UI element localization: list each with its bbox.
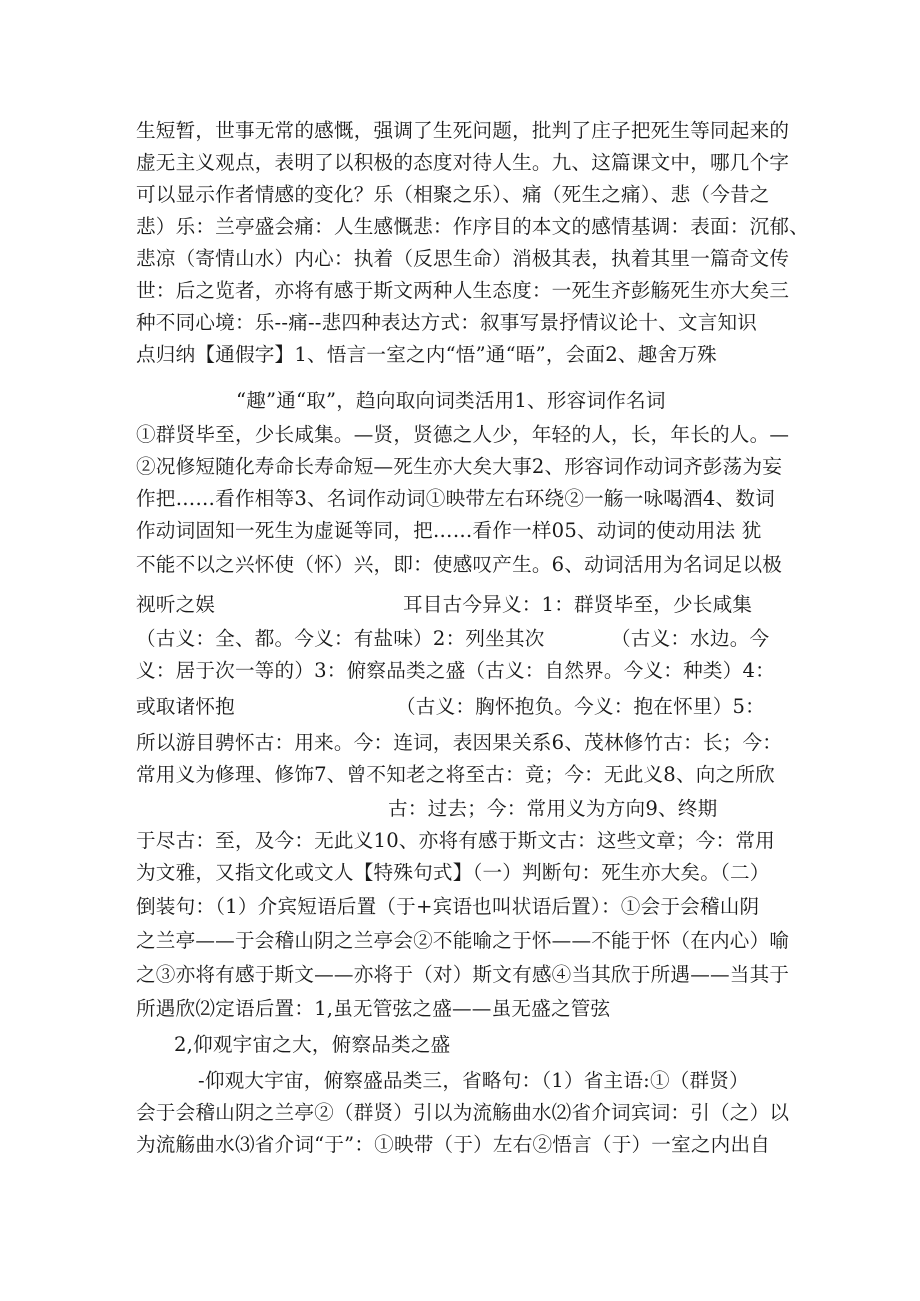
text-line: ②况修短随化寿命长寿命短—死生亦大矣大事2、形容词作动词齐彭荡为妄 — [136, 455, 783, 478]
text-line: 之③亦将有感于斯文——亦将于（对）斯文有感④当其欣于所遇——当其于 — [136, 963, 790, 986]
text-line: 为流觞曲水⑶省介词“于”：①映带（于）左右②悟言（于）一室之内出自 — [136, 1133, 771, 1156]
text-line: 或取诸怀抱 — [136, 695, 235, 718]
text-line: 作把……看作相等3、名词作动词①映带左右环绕②一觞一咏喝酒4、数词 — [136, 487, 775, 510]
text-line: 之兰亭——于会稽山阴之兰亭会②不能喻之于怀——不能于怀（在内心）喻 — [136, 929, 790, 952]
text-line: 悲凉（寄情山水）内心：执着（反思生命）消极其表，执着其里一篇奇文传 — [136, 247, 790, 270]
text-line: 倒装句：（1）介宾短语后置（于+宾语也叫状语后置）：①会于会稽山阴 — [136, 895, 760, 918]
text-line: ①群贤毕至，少长咸集。—贤，贤德之人少，年轻的人，长，年长的人。— — [136, 423, 790, 446]
text-line: 虚无主义观点，表明了以积极的态度对待人生。九、这篇课文中，哪几个字 — [136, 151, 790, 174]
text-line: 义：居于次一等的）3：俯察品类之盛（古义：自然界。今义：种类）4： — [136, 659, 775, 682]
text-line: （古义：全、都。今义：有盐味）2：列坐其次 — [136, 627, 545, 650]
text-line: 作动词固知一死生为虚诞等同，把……看作一样05、动词的使动用法 犹 — [136, 519, 762, 542]
text-line: 生短暂，世事无常的感慨，强调了生死问题，批判了庄子把死生等同起来的 — [136, 119, 790, 142]
text-line: -仰观大宇宙，俯察盛品类三，省略句：（1）省主语:①（群贤） — [198, 1069, 749, 1092]
text-line: 种不同心境：乐--痛--悲四种表达方式：叙事写景抒情议论十、文言知识 — [136, 311, 758, 334]
text-line: 于尽古：至，及今：无此义10、亦将有感于斯文古：这些文章；今：常用 — [136, 829, 775, 852]
text-line: 所以游目骋怀古：用来。今：连词，表因果关系6、茂林修竹古：长；今： — [136, 731, 783, 754]
text-line: 常用义为修理、修饰7、曾不知老之将至古：竟；今：无此义8、向之所欣 — [136, 763, 775, 786]
text-line: （古义：水边。今 — [611, 627, 770, 650]
text-line: 为文雅，又指文化或文人【特殊句式】（一）判断句：死生亦大矣。（二） — [136, 861, 770, 884]
text-line: 视听之娱 — [136, 593, 216, 616]
text-line: 古：过去；今：常用义为方向9、终期 — [388, 797, 718, 820]
text-line: 世：后之览者，亦将有感于斯文两种人生态度：一死生齐彭觞死生亦大矣三 — [136, 279, 790, 302]
text-line: 不能不以之兴怀使（怀）兴，即：使感叹产生。6、动词活用为名词足以极 — [136, 553, 783, 576]
text-line: （古义：胸怀抱负。今义：抱在怀里）5： — [396, 695, 765, 718]
text-line: 可以显示作者情感的变化？乐（相聚之乐）、痛（死生之痛）、悲（今昔之 — [136, 183, 770, 206]
text-line: “趣”通“取”，趋向取向词类活用1、形容词作名词 — [236, 389, 666, 412]
text-line: 会于会稽山阴之兰亭②（群贤）引以为流觞曲水⑵省介词宾词：引（之）以 — [136, 1101, 790, 1124]
text-line: 点归纳【通假字】1、悟言一室之内“悟”通“晤”，会面2、趣舍万殊 — [136, 343, 717, 366]
text-line: 耳目古今异义：1：群贤毕至，少长咸集 — [403, 593, 753, 616]
text-line: 所遇欣⑵定语后置：1,虽无管弦之盛——虽无盛之管弦 — [136, 997, 611, 1020]
text-line: 悲）乐：兰亭盛会痛：人生感慨悲：作序目的本文的感情基调：表面：沉郁、 — [136, 215, 809, 238]
text-line: 2,仰观宇宙之大，俯察品类之盛 — [174, 1033, 451, 1056]
